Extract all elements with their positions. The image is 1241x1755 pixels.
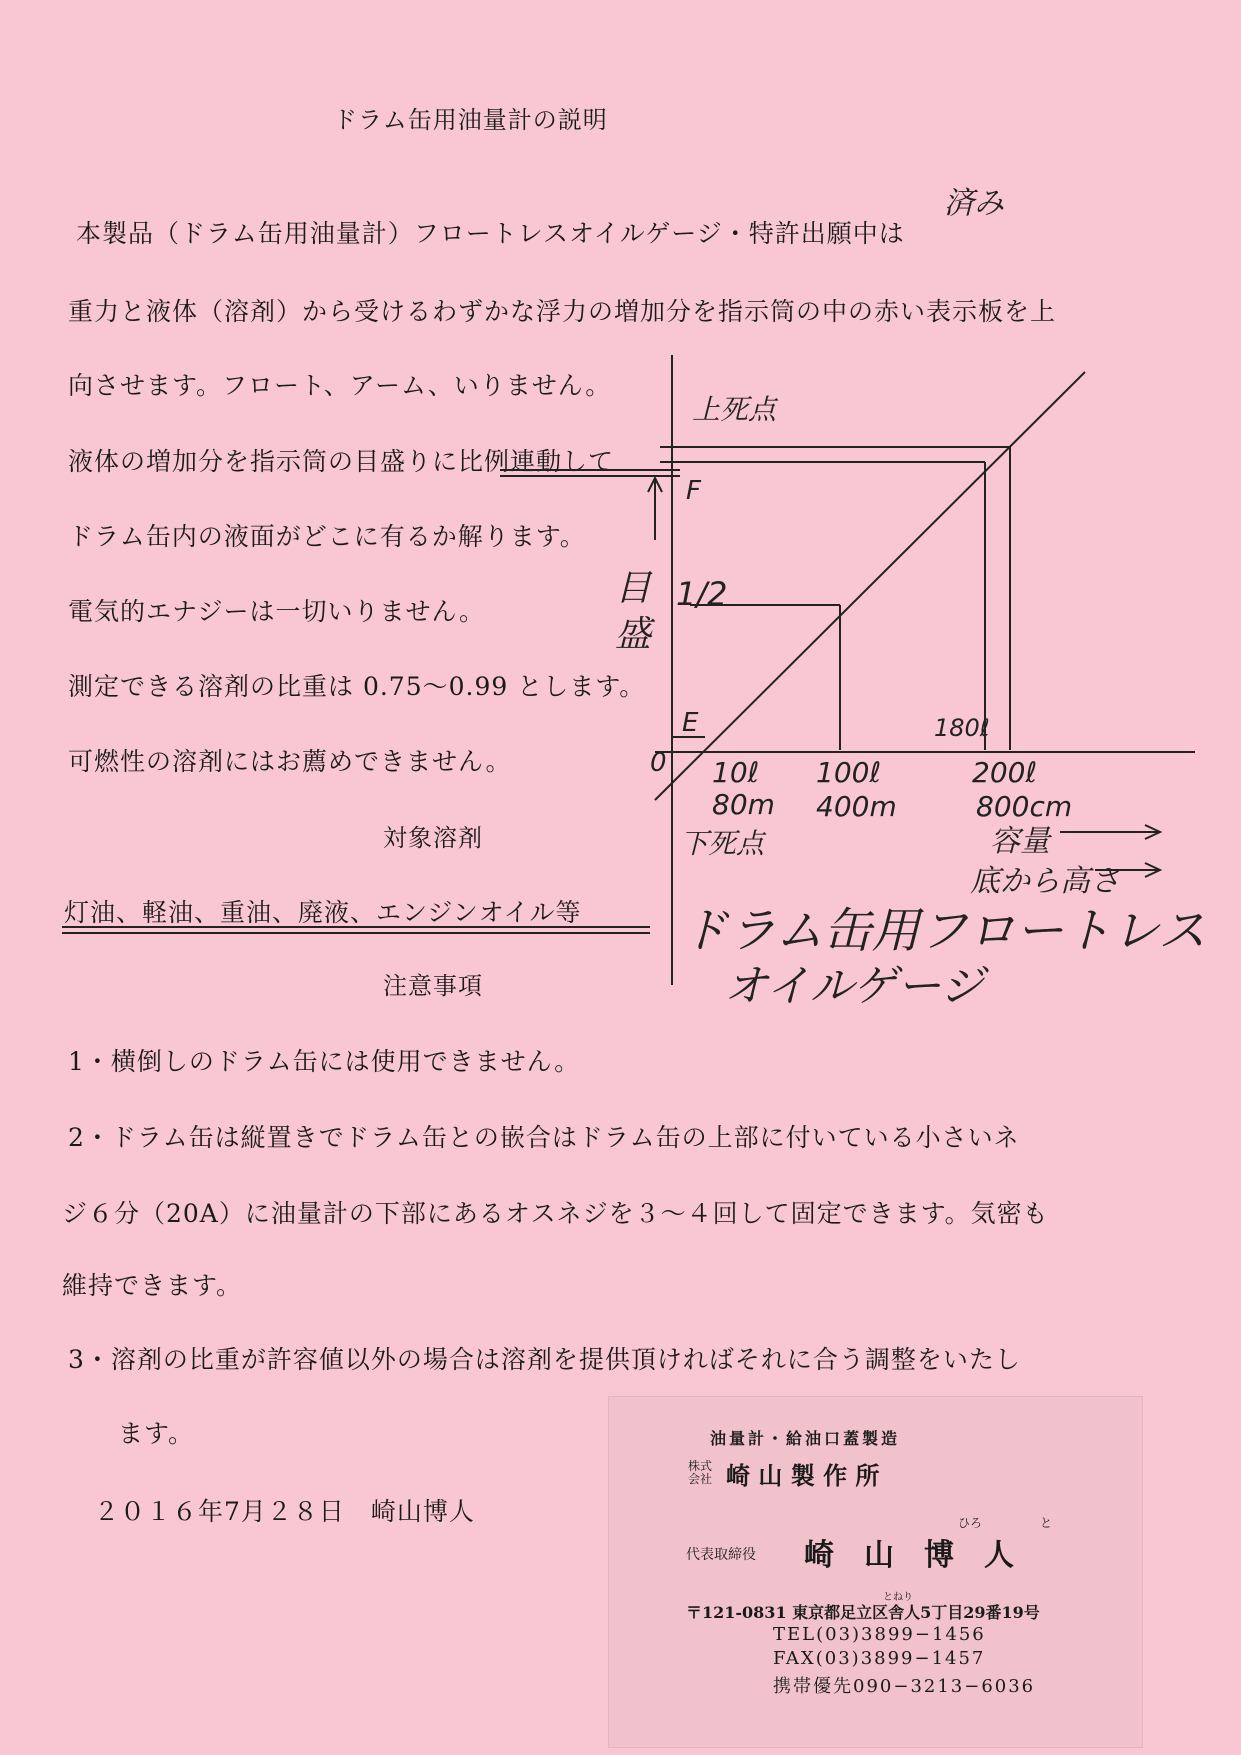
stamp-mobile: 携帯優先090−3213−6036 bbox=[773, 1676, 1036, 1697]
stamp-furigana-2: と bbox=[1040, 1516, 1053, 1530]
caution-1: 1・横倒しのドラム缶には使用できません。 bbox=[68, 1047, 581, 1076]
stamp-rep-title: 代表取締役 bbox=[686, 1547, 756, 1563]
stamp-address-furigana: とねり bbox=[883, 1592, 913, 1603]
caution-2a: 2・ドラム缶は縦置きでドラム缶との嵌合はドラム缶の上部に付いている小さいネ bbox=[68, 1123, 1020, 1152]
label-200l: 200ℓ bbox=[972, 756, 1038, 789]
label-bottom-dead-center: 下死点 bbox=[680, 827, 765, 860]
caution-2b: ジ６分（20A）に油量計の下部にあるオスネジを３〜４回して固定できます。気密も bbox=[62, 1199, 1049, 1228]
stamp-business: 油量計・給油口蓋製造 bbox=[710, 1429, 901, 1448]
label-80m: 80m bbox=[712, 788, 775, 821]
label-scale-2: 盛 bbox=[615, 614, 652, 655]
correction-note: 済み bbox=[944, 186, 1004, 221]
label-origin: 0 bbox=[650, 748, 667, 778]
intro-line-3: 向させます。フロート、アーム、いりません。 bbox=[68, 371, 612, 400]
stamp-furigana-1: ひろ bbox=[958, 1516, 983, 1530]
caution-heading: 注意事項 bbox=[383, 972, 483, 1000]
label-empty: E bbox=[682, 708, 699, 738]
caution-3b: ます。 bbox=[118, 1419, 195, 1448]
stamp-company: 崎 山 製 作 所 bbox=[726, 1461, 880, 1490]
stamp-tel: TEL(03)3899−1456 bbox=[773, 1624, 986, 1645]
intro-line-4: 液体の増加分を指示筒の目盛りに比例連動して bbox=[68, 447, 615, 476]
target-solvents: 灯油、軽油、重油、廃液、エンジンオイル等 bbox=[64, 898, 582, 927]
target-heading: 対象溶剤 bbox=[383, 824, 483, 852]
company-stamp bbox=[608, 1396, 1143, 1748]
diagram-caption-2: オイルゲージ bbox=[724, 961, 985, 1012]
label-half: 1/2 bbox=[676, 575, 728, 613]
label-top-dead-center: 上死点 bbox=[692, 393, 777, 426]
label-height-from-bottom: 底から高さ bbox=[970, 864, 1120, 899]
intro-line-1: 本製品（ドラム缶用油量計）フロートレスオイルゲージ・特許出願中は bbox=[76, 219, 905, 248]
intro-line-6: 電気的エナジーは一切いりません。 bbox=[68, 597, 486, 626]
stamp-company-type: 株式会社 bbox=[688, 1459, 713, 1486]
diagram-caption-1: ドラム缶用フロートレス bbox=[680, 903, 1207, 959]
stamp-rep-name: 崎 山 博 人 bbox=[804, 1538, 1014, 1573]
label-full: F bbox=[686, 476, 701, 506]
caution-3a: 3・溶剤の比重が許容値以外の場合は溶剤を提供頂ければそれに合う調整をいたし bbox=[68, 1345, 1021, 1374]
date-author: ２０１６年7月２８日 崎山博人 bbox=[94, 1497, 475, 1526]
label-800cm: 800cm bbox=[976, 790, 1073, 823]
stamp-address: 〒121-0831 東京都足立区舎人5丁目29番19号 bbox=[686, 1603, 1040, 1622]
page-title: ドラム缶用油量計の説明 bbox=[333, 106, 608, 134]
label-scale-1: 目 bbox=[615, 568, 652, 609]
label-10l: 10ℓ bbox=[712, 756, 760, 789]
label-400m: 400m bbox=[816, 790, 897, 823]
intro-line-5: ドラム缶内の液面がどこに有るか解ります。 bbox=[68, 522, 586, 551]
intro-line-7: 測定できる溶剤の比重は 0.75〜0.99 とします。 bbox=[68, 672, 646, 701]
label-180l: 180ℓ bbox=[934, 714, 990, 742]
intro-line-8: 可燃性の溶剤にはお薦めできません。 bbox=[68, 747, 512, 776]
caution-2c: 維持できます。 bbox=[62, 1271, 243, 1300]
label-100l: 100ℓ bbox=[816, 756, 882, 789]
stamp-fax: FAX(03)3899−1457 bbox=[773, 1648, 986, 1669]
intro-line-2: 重力と液体（溶剤）から受けるわずかな浮力の増加分を指示筒の中の赤い表示板を上 bbox=[68, 297, 1057, 326]
label-capacity: 容量 bbox=[990, 824, 1050, 859]
